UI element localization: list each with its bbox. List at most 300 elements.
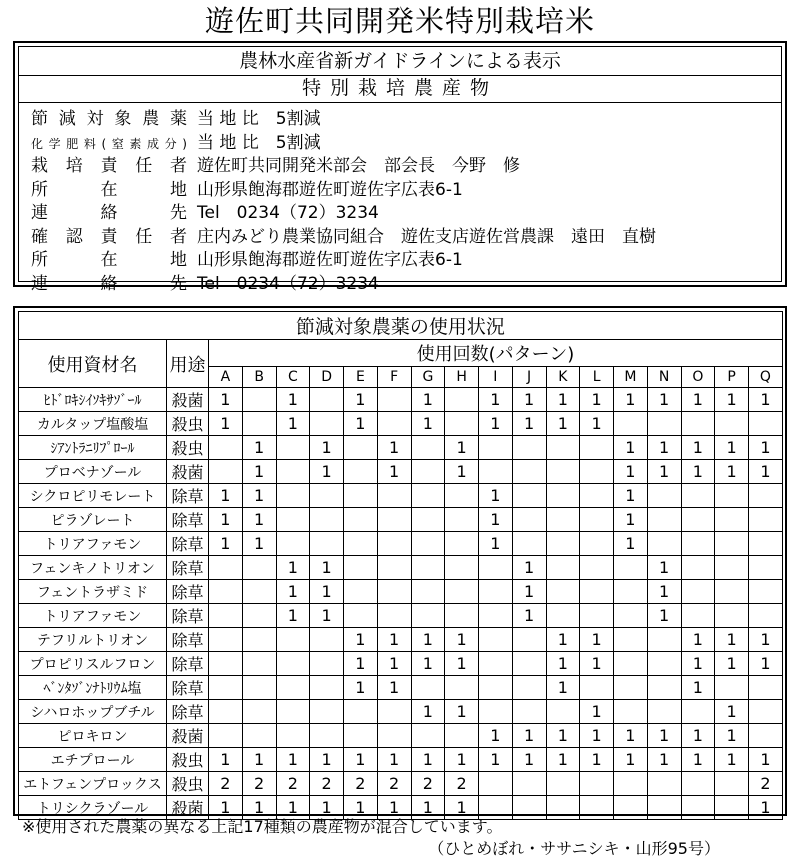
count-cell: 1 bbox=[614, 532, 648, 556]
table-row bbox=[19, 484, 783, 508]
count-cell: 1 bbox=[546, 724, 580, 748]
pattern-label: F bbox=[377, 367, 411, 388]
count-cell bbox=[614, 652, 648, 676]
info-value: 当 地 比 5割減 bbox=[197, 109, 321, 129]
footnote: ※使用された農薬の異なる上記17種類の農産物が混合しています。 bbox=[22, 817, 503, 836]
info-row bbox=[31, 248, 463, 272]
count-cell: 1 bbox=[377, 460, 411, 484]
table-row bbox=[19, 388, 783, 412]
material-name: シハロホップブチル bbox=[19, 700, 167, 724]
count-cell bbox=[310, 676, 344, 700]
count-cell: 1 bbox=[546, 652, 580, 676]
table-caption: 節減対象農薬の使用状況 bbox=[19, 312, 783, 340]
info-label: 所在地 bbox=[31, 250, 187, 270]
purpose-cell: 除草 bbox=[167, 580, 209, 604]
table-row bbox=[19, 676, 783, 700]
count-cell bbox=[445, 532, 479, 556]
count-cell: 1 bbox=[310, 556, 344, 580]
count-cell bbox=[647, 772, 681, 796]
count-cell: 1 bbox=[479, 724, 513, 748]
count-cell: 1 bbox=[614, 460, 648, 484]
count-cell bbox=[681, 508, 715, 532]
count-cell: 1 bbox=[377, 436, 411, 460]
count-cell: 1 bbox=[479, 508, 513, 532]
count-cell bbox=[209, 676, 243, 700]
count-cell: 1 bbox=[344, 748, 378, 772]
count-cell bbox=[445, 676, 479, 700]
count-cell bbox=[310, 532, 344, 556]
count-cell: 1 bbox=[647, 388, 681, 412]
count-cell: 1 bbox=[546, 628, 580, 652]
count-cell: 1 bbox=[242, 532, 276, 556]
count-cell bbox=[614, 772, 648, 796]
pattern-label: N bbox=[647, 367, 681, 388]
count-cell bbox=[546, 556, 580, 580]
count-cell: 1 bbox=[715, 700, 749, 724]
pattern-label: H bbox=[445, 367, 479, 388]
info-label: 確認責任者 bbox=[31, 226, 187, 247]
count-cell: 1 bbox=[479, 484, 513, 508]
count-cell: 1 bbox=[445, 628, 479, 652]
pattern-label: K bbox=[546, 367, 580, 388]
count-cell: 1 bbox=[242, 460, 276, 484]
count-cell bbox=[580, 772, 614, 796]
count-cell bbox=[580, 556, 614, 580]
count-cell bbox=[715, 580, 749, 604]
count-cell bbox=[479, 460, 513, 484]
count-cell: 1 bbox=[411, 388, 445, 412]
count-cell: 1 bbox=[715, 460, 749, 484]
count-cell bbox=[344, 604, 378, 628]
count-cell bbox=[715, 532, 749, 556]
count-cell bbox=[377, 388, 411, 412]
count-cell: 1 bbox=[580, 412, 614, 436]
count-cell bbox=[242, 604, 276, 628]
count-cell: 1 bbox=[512, 580, 546, 604]
count-cell bbox=[715, 484, 749, 508]
count-cell: 1 bbox=[614, 724, 648, 748]
count-cell bbox=[512, 628, 546, 652]
count-cell: 1 bbox=[310, 436, 344, 460]
count-cell: 2 bbox=[242, 772, 276, 796]
count-cell bbox=[715, 796, 749, 820]
count-cell: 1 bbox=[276, 580, 310, 604]
count-cell bbox=[209, 604, 243, 628]
count-cell: 1 bbox=[377, 628, 411, 652]
count-cell bbox=[310, 724, 344, 748]
count-cell bbox=[479, 700, 513, 724]
purpose-cell: 除草 bbox=[167, 628, 209, 652]
purpose-cell: 除草 bbox=[167, 484, 209, 508]
count-cell: 1 bbox=[614, 508, 648, 532]
count-cell bbox=[681, 772, 715, 796]
count-cell bbox=[749, 556, 783, 580]
count-cell bbox=[681, 604, 715, 628]
table-row bbox=[19, 508, 783, 532]
count-cell bbox=[209, 460, 243, 484]
count-cell bbox=[580, 676, 614, 700]
count-cell bbox=[310, 484, 344, 508]
material-name: テフリルトリオン bbox=[19, 628, 167, 652]
count-cell: 1 bbox=[276, 556, 310, 580]
count-cell bbox=[512, 796, 546, 820]
count-cell bbox=[512, 652, 546, 676]
count-cell bbox=[546, 604, 580, 628]
count-cell bbox=[512, 772, 546, 796]
count-cell bbox=[614, 796, 648, 820]
count-cell: 1 bbox=[276, 796, 310, 820]
count-cell bbox=[411, 580, 445, 604]
count-cell: 1 bbox=[580, 652, 614, 676]
pattern-label: P bbox=[715, 367, 749, 388]
pattern-label: O bbox=[681, 367, 715, 388]
info-value: 遊佐町共同開発米部会 部会長 今野 修 bbox=[197, 156, 520, 176]
count-cell: 1 bbox=[377, 676, 411, 700]
material-name: ﾍﾞﾝﾀｿﾞﾝﾅﾄﾘｳﾑ塩 bbox=[19, 676, 167, 700]
count-cell: 1 bbox=[344, 676, 378, 700]
usage-table bbox=[18, 311, 783, 820]
count-cell bbox=[310, 388, 344, 412]
info-value: 山形県飽海郡遊佐町遊佐字広表6-1 bbox=[197, 179, 463, 200]
table-row bbox=[19, 724, 783, 748]
count-cell bbox=[344, 508, 378, 532]
count-cell: 2 bbox=[276, 772, 310, 796]
count-cell bbox=[749, 412, 783, 436]
count-cell bbox=[377, 700, 411, 724]
info-row bbox=[31, 154, 520, 178]
count-cell bbox=[546, 700, 580, 724]
count-cell bbox=[681, 484, 715, 508]
count-cell: 1 bbox=[749, 436, 783, 460]
count-cell bbox=[749, 484, 783, 508]
table-row bbox=[19, 436, 783, 460]
count-cell bbox=[614, 700, 648, 724]
count-cell bbox=[445, 724, 479, 748]
count-cell: 2 bbox=[377, 772, 411, 796]
count-cell bbox=[479, 436, 513, 460]
info-value: 当 地 比 5割減 bbox=[197, 132, 321, 153]
material-header: 使用資材名 bbox=[19, 340, 167, 388]
count-cell bbox=[479, 772, 513, 796]
table-row bbox=[19, 652, 783, 676]
count-cell bbox=[647, 484, 681, 508]
count-cell bbox=[647, 676, 681, 700]
count-cell bbox=[209, 628, 243, 652]
info-row bbox=[31, 201, 379, 225]
count-cell: 1 bbox=[344, 412, 378, 436]
count-cell: 1 bbox=[411, 748, 445, 772]
count-cell bbox=[614, 580, 648, 604]
count-cell: 1 bbox=[344, 796, 378, 820]
count-cell bbox=[411, 460, 445, 484]
info-row bbox=[31, 131, 321, 156]
info-value: Tel 0234（72）3234 bbox=[197, 203, 379, 223]
count-cell: 1 bbox=[681, 460, 715, 484]
count-cell bbox=[546, 436, 580, 460]
count-cell bbox=[445, 412, 479, 436]
count-cell: 1 bbox=[681, 748, 715, 772]
count-cell bbox=[512, 700, 546, 724]
count-cell: 1 bbox=[580, 388, 614, 412]
count-cell: 1 bbox=[411, 652, 445, 676]
count-cell: 1 bbox=[715, 652, 749, 676]
count-cell bbox=[276, 700, 310, 724]
count-cell: 1 bbox=[310, 748, 344, 772]
count-cell bbox=[614, 556, 648, 580]
count-cell: 1 bbox=[276, 604, 310, 628]
count-cell: 1 bbox=[310, 796, 344, 820]
count-cell: 1 bbox=[512, 748, 546, 772]
count-cell bbox=[377, 484, 411, 508]
count-cell bbox=[681, 580, 715, 604]
count-cell bbox=[546, 580, 580, 604]
count-cell: 1 bbox=[749, 796, 783, 820]
count-cell: 1 bbox=[242, 508, 276, 532]
count-cell bbox=[647, 652, 681, 676]
count-cell bbox=[377, 532, 411, 556]
count-cell: 2 bbox=[310, 772, 344, 796]
count-cell bbox=[681, 532, 715, 556]
count-cell: 1 bbox=[479, 532, 513, 556]
count-cell bbox=[310, 628, 344, 652]
count-cell: 1 bbox=[647, 604, 681, 628]
count-cell bbox=[276, 532, 310, 556]
count-cell: 1 bbox=[479, 388, 513, 412]
purpose-cell: 殺虫 bbox=[167, 412, 209, 436]
count-cell bbox=[512, 484, 546, 508]
count-cell bbox=[479, 676, 513, 700]
count-cell bbox=[377, 412, 411, 436]
count-cell bbox=[242, 700, 276, 724]
count-cell bbox=[681, 796, 715, 820]
count-cell bbox=[479, 604, 513, 628]
count-cell: 1 bbox=[242, 436, 276, 460]
count-cell: 1 bbox=[749, 460, 783, 484]
table-row bbox=[19, 412, 783, 436]
count-cell bbox=[344, 460, 378, 484]
count-cell: 1 bbox=[681, 724, 715, 748]
count-cell bbox=[445, 484, 479, 508]
count-cell bbox=[715, 556, 749, 580]
count-cell: 1 bbox=[344, 388, 378, 412]
table-row bbox=[19, 460, 783, 484]
table-row bbox=[19, 556, 783, 580]
purpose-cell: 殺虫 bbox=[167, 772, 209, 796]
count-cell: 1 bbox=[276, 748, 310, 772]
purpose-cell: 殺菌 bbox=[167, 388, 209, 412]
count-cell bbox=[580, 796, 614, 820]
count-cell: 1 bbox=[681, 388, 715, 412]
count-cell bbox=[377, 508, 411, 532]
count-cell bbox=[242, 580, 276, 604]
purpose-cell: 除草 bbox=[167, 556, 209, 580]
count-cell bbox=[715, 412, 749, 436]
count-cell bbox=[580, 436, 614, 460]
count-cell: 1 bbox=[546, 412, 580, 436]
count-cell: 1 bbox=[310, 580, 344, 604]
material-name: プロピリスルフロン bbox=[19, 652, 167, 676]
pattern-label: B bbox=[242, 367, 276, 388]
count-cell: 1 bbox=[681, 436, 715, 460]
count-cell bbox=[614, 412, 648, 436]
count-cell: 1 bbox=[647, 724, 681, 748]
count-cell bbox=[580, 484, 614, 508]
count-cell: 1 bbox=[681, 676, 715, 700]
count-cell bbox=[749, 532, 783, 556]
purpose-cell: 除草 bbox=[167, 676, 209, 700]
count-cell bbox=[242, 676, 276, 700]
count-cell bbox=[681, 700, 715, 724]
count-cell: 1 bbox=[512, 724, 546, 748]
count-cell: 1 bbox=[411, 628, 445, 652]
table-row bbox=[19, 532, 783, 556]
count-cell bbox=[344, 556, 378, 580]
table-row bbox=[19, 604, 783, 628]
material-name: ﾋﾄﾞﾛｷｼｲｿｷｻｿﾞｰﾙ bbox=[19, 388, 167, 412]
count-cell bbox=[310, 508, 344, 532]
count-cell: 1 bbox=[512, 604, 546, 628]
info-value: 山形県飽海郡遊佐町遊佐字広表6-1 bbox=[197, 250, 463, 270]
count-cell: 1 bbox=[546, 748, 580, 772]
count-cell bbox=[310, 412, 344, 436]
count-cell bbox=[445, 388, 479, 412]
count-cell bbox=[580, 460, 614, 484]
count-cell: 1 bbox=[512, 412, 546, 436]
count-cell: 1 bbox=[310, 604, 344, 628]
count-cell bbox=[512, 436, 546, 460]
count-cell: 1 bbox=[377, 748, 411, 772]
count-cell: 1 bbox=[276, 412, 310, 436]
count-cell: 1 bbox=[209, 796, 243, 820]
count-cell: 1 bbox=[715, 436, 749, 460]
info-row bbox=[31, 225, 656, 249]
purpose-cell: 殺菌 bbox=[167, 796, 209, 820]
count-cell bbox=[546, 484, 580, 508]
count-cell: 2 bbox=[209, 772, 243, 796]
label-info-inner bbox=[18, 46, 782, 294]
count-cell bbox=[681, 556, 715, 580]
count-cell bbox=[344, 580, 378, 604]
count-cell: 1 bbox=[715, 748, 749, 772]
material-name: フェントラザミド bbox=[19, 580, 167, 604]
varieties-note: （ひとめぼれ・ササニシキ・山形95号） bbox=[428, 839, 720, 858]
count-cell bbox=[512, 460, 546, 484]
count-cell: 1 bbox=[344, 628, 378, 652]
material-name: エトフェンプロックス bbox=[19, 772, 167, 796]
count-cell bbox=[276, 460, 310, 484]
count-cell: 1 bbox=[209, 532, 243, 556]
count-cell bbox=[614, 628, 648, 652]
count-cell bbox=[681, 412, 715, 436]
material-name: プロベナゾール bbox=[19, 460, 167, 484]
count-header: 使用回数(パターン) bbox=[209, 340, 783, 367]
count-cell bbox=[377, 604, 411, 628]
count-cell bbox=[445, 508, 479, 532]
table-row bbox=[19, 772, 783, 796]
count-cell bbox=[647, 796, 681, 820]
usage-table-inner bbox=[18, 311, 782, 818]
count-cell bbox=[512, 532, 546, 556]
material-name: エチプロール bbox=[19, 748, 167, 772]
count-cell bbox=[209, 556, 243, 580]
page-title: 遊佐町共同開発米特別栽培米 bbox=[204, 4, 595, 38]
purpose-cell: 除草 bbox=[167, 532, 209, 556]
count-cell bbox=[276, 652, 310, 676]
count-cell bbox=[242, 724, 276, 748]
count-cell: 1 bbox=[411, 700, 445, 724]
table-row bbox=[19, 700, 783, 724]
count-cell: 1 bbox=[647, 436, 681, 460]
pattern-label: E bbox=[344, 367, 378, 388]
pattern-label: A bbox=[209, 367, 243, 388]
count-cell bbox=[580, 532, 614, 556]
count-cell bbox=[377, 580, 411, 604]
count-cell bbox=[749, 676, 783, 700]
count-cell bbox=[411, 604, 445, 628]
count-cell: 1 bbox=[242, 796, 276, 820]
count-cell bbox=[377, 556, 411, 580]
count-cell: 1 bbox=[749, 652, 783, 676]
count-cell: 1 bbox=[580, 724, 614, 748]
count-cell bbox=[411, 532, 445, 556]
count-cell: 1 bbox=[715, 628, 749, 652]
pattern-label: I bbox=[479, 367, 513, 388]
count-cell bbox=[242, 388, 276, 412]
count-cell: 1 bbox=[209, 748, 243, 772]
pattern-label: G bbox=[411, 367, 445, 388]
count-cell: 1 bbox=[242, 748, 276, 772]
count-cell bbox=[580, 604, 614, 628]
count-cell: 1 bbox=[681, 652, 715, 676]
count-cell bbox=[344, 700, 378, 724]
info-label: 化学肥料(窒素成分) bbox=[31, 136, 187, 151]
material-name: ピラゾレート bbox=[19, 508, 167, 532]
table-row bbox=[19, 628, 783, 652]
count-cell: 2 bbox=[344, 772, 378, 796]
count-cell: 1 bbox=[614, 484, 648, 508]
count-cell bbox=[209, 700, 243, 724]
table-caption-row bbox=[19, 312, 783, 340]
count-cell bbox=[242, 412, 276, 436]
count-cell: 2 bbox=[411, 772, 445, 796]
pattern-label: Q bbox=[749, 367, 783, 388]
purpose-cell: 除草 bbox=[167, 652, 209, 676]
material-name: カルタップ塩酸塩 bbox=[19, 412, 167, 436]
info-row bbox=[31, 178, 463, 202]
material-name: ｼｱﾝﾄﾗﾆﾘﾌﾟﾛｰﾙ bbox=[19, 436, 167, 460]
guideline-header: 農林水産省新ガイドラインによる表示 bbox=[19, 47, 781, 76]
pattern-label: L bbox=[580, 367, 614, 388]
count-cell bbox=[310, 700, 344, 724]
count-cell: 1 bbox=[614, 748, 648, 772]
count-cell: 1 bbox=[546, 388, 580, 412]
purpose-cell: 殺虫 bbox=[167, 748, 209, 772]
count-cell bbox=[479, 652, 513, 676]
count-cell bbox=[749, 724, 783, 748]
count-cell bbox=[647, 700, 681, 724]
count-cell bbox=[242, 628, 276, 652]
count-cell: 1 bbox=[445, 796, 479, 820]
count-cell: 1 bbox=[749, 388, 783, 412]
info-label: 連絡先 bbox=[31, 203, 187, 223]
count-cell: 1 bbox=[445, 700, 479, 724]
count-cell bbox=[749, 508, 783, 532]
count-cell bbox=[715, 676, 749, 700]
count-cell: 1 bbox=[580, 700, 614, 724]
count-cell: 1 bbox=[580, 748, 614, 772]
count-cell bbox=[749, 580, 783, 604]
count-cell bbox=[344, 436, 378, 460]
